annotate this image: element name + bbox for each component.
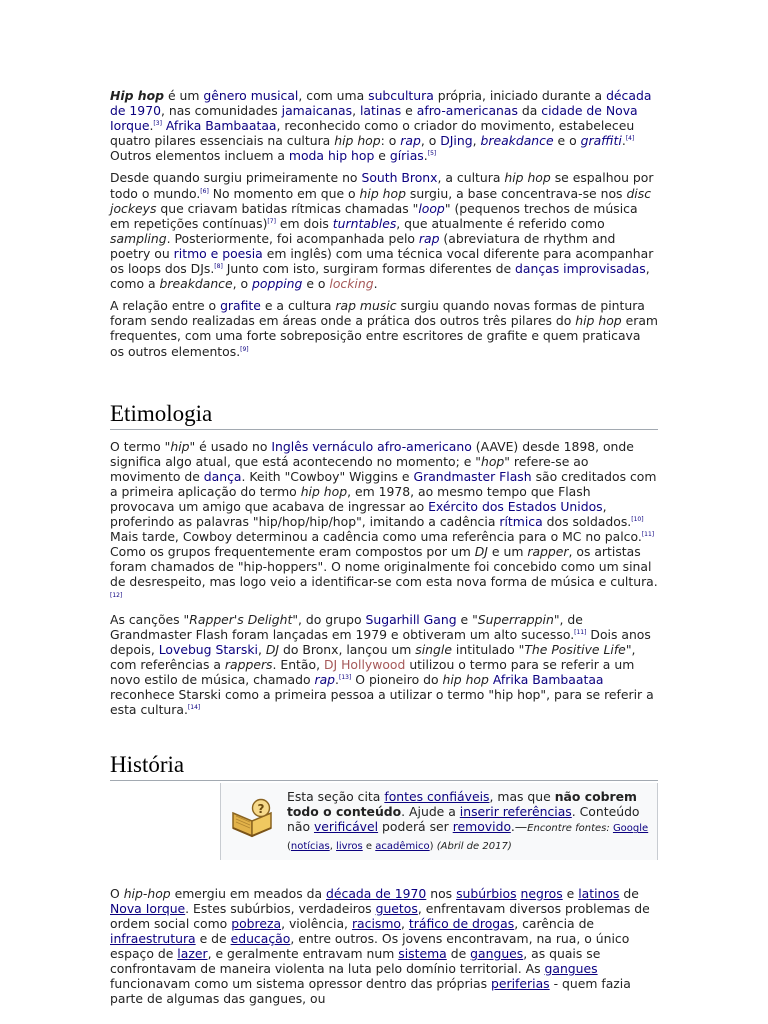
link-grandmaster-flash[interactable]: Grandmaster Flash: [413, 468, 532, 484]
link-grafite[interactable]: grafite: [220, 298, 261, 314]
link-lovebug-starski[interactable]: Lovebug Starski: [158, 641, 258, 657]
link-breakdance[interactable]: breakdance: [480, 133, 554, 149]
link-moda-hip-hop[interactable]: moda hip hop: [288, 148, 375, 164]
ref-7[interactable]: [7]: [267, 217, 276, 225]
link-afrika-bambaataa[interactable]: Afrika Bambaataa: [161, 118, 277, 134]
link-decada-1970[interactable]: década de 1970: [110, 88, 652, 119]
link-latinas[interactable]: latinas: [359, 103, 402, 119]
link-jamaicanas[interactable]: jamaicanas: [281, 103, 353, 119]
link-djing[interactable]: DJing: [440, 133, 473, 149]
link-guetos[interactable]: guetos: [375, 900, 418, 916]
link-google[interactable]: Google: [612, 823, 649, 835]
link-afro-americanas[interactable]: afro-americanas: [416, 103, 518, 119]
link-sugarhill-gang[interactable]: Sugarhill Gang: [365, 611, 457, 627]
ref-8[interactable]: [8]: [214, 262, 223, 270]
link-cidade-nova-iorque[interactable]: cidade de Nova Iorque: [110, 103, 638, 134]
link-exercito-eua[interactable]: Exército dos Estados Unidos: [428, 498, 603, 514]
link-rap[interactable]: rap: [400, 133, 421, 149]
link-verificavel[interactable]: verificável: [313, 819, 379, 835]
ref-4[interactable]: [4]: [625, 135, 635, 143]
heading-historia: História: [110, 751, 658, 781]
term-hip-hop: Hip hop: [110, 88, 165, 103]
link-latinos[interactable]: latinos: [578, 885, 620, 901]
link-graffiti[interactable]: graffiti: [580, 133, 622, 149]
sources-notice-box: [220, 783, 658, 859]
link-rap-3[interactable]: rap: [314, 672, 336, 687]
link-ritmica[interactable]: rítmica: [499, 514, 543, 530]
link-loop[interactable]: loop: [418, 200, 445, 216]
link-gangues[interactable]: gangues: [470, 946, 524, 962]
link-infraestrutura[interactable]: infraestrutura: [110, 930, 196, 946]
link-ingles-vernaculo[interactable]: Inglês vernáculo afro-americano: [271, 438, 472, 454]
ref-5[interactable]: [5]: [427, 150, 437, 158]
ref-11b[interactable]: [11]: [574, 628, 587, 636]
link-suburbios[interactable]: subúrbios: [456, 885, 517, 901]
link-noticias[interactable]: notícias: [290, 840, 330, 852]
historia-paragraph-1: O hip-hop emergiu em meados da década de 1970 nos subúrbios negros e latinos de Nova Iorque. Estes subúrbios, verdadeiros guetos, enfrentavam diversos problemas de ordem social como pobreza, violência, racismo, tráfico de drogas, carência de infraestrutura e de educação, entre outros. Os jovens encontravam, na rua, o único espaço de lazer, e geralmente entravam num sistema de gangues, as quais se confrontavam de maneira violenta na luta pelo domínio territorial. As gangues funcionavam como um sistema opressor dentro das próprias periferias - quem fazia parte de algumas das gangues, ou: [110, 885, 650, 1007]
link-livros[interactable]: livros: [336, 840, 363, 852]
link-trafico-de-drogas[interactable]: tráfico de drogas: [408, 915, 515, 931]
article-content: [110, 88, 658, 1013]
ref-3[interactable]: [3]: [153, 120, 162, 128]
link-fontes-confiaveis[interactable]: fontes confiáveis: [384, 789, 490, 805]
link-danca[interactable]: dança: [203, 468, 242, 484]
link-ritmo-e-poesia[interactable]: ritmo e poesia: [173, 245, 263, 261]
link-turntables[interactable]: turntables: [332, 215, 397, 231]
ref-6[interactable]: [6]: [200, 187, 209, 195]
link-genero-musical[interactable]: gênero musical: [203, 88, 299, 103]
link-academico[interactable]: acadêmico: [375, 840, 430, 852]
ref-10[interactable]: [10]: [631, 515, 644, 523]
link-dancas-improvisadas[interactable]: danças improvisadas: [515, 261, 646, 277]
link-decada-1970-2[interactable]: década de 1970: [326, 885, 427, 901]
link-girias[interactable]: gírias: [389, 148, 424, 164]
link-inserir-referencias[interactable]: inserir referências: [459, 804, 572, 820]
link-pobreza[interactable]: pobreza: [231, 915, 282, 931]
ref-14[interactable]: [14]: [187, 704, 201, 712]
svg-text:?: ?: [257, 802, 265, 817]
link-lazer[interactable]: lazer: [177, 946, 208, 962]
link-dj-hollywood[interactable]: DJ Hollywood: [323, 656, 406, 672]
link-nova-iorque[interactable]: Nova Iorque: [110, 900, 186, 916]
link-periferias[interactable]: periferias: [491, 976, 550, 992]
book-question-icon: [221, 783, 287, 853]
etimologia-paragraph-1: O termo "hip" é usado no Inglês vernáculo afro-americano (AAVE) desde 1898, onde significa algo atual, que está acontecendo no momento; e "hop" refere-se ao movimento de dança. Keith "Cowboy" Wiggins e Grandmaster Flash são creditados com a primeira aplicação do termo hip hop, em 1978, ao mesmo tempo que Flash provocava um amigo que acabava de ingressar ao Exército dos Estados Unidos, proferindo as palavras "hip/hop/hip/hop", imitando a cadência rítmica dos soldados.[10] Mais tarde, Cowboy determinou a cadência como uma referência para o MC no palco.[11] Como os grupos frequentemente eram compostos por um DJ e um rapper, os artistas foram chamados de "hip-hoppers". O nome originalmente foi concebido como um sinal de desrespeito, mas logo veio a identificar-se com esta nova forma de música e cultura.[12]: [110, 438, 658, 599]
link-afrika-bambaataa-2[interactable]: Afrika Bambaataa: [492, 672, 604, 687]
ref-11[interactable]: [11]: [641, 531, 655, 539]
sources-notice-text: Esta seção cita fontes confiáveis, mas que não cobrem todo o conteúdo. Ajude a inserir referências. Conteúdo não verificável poderá ser removido.—Encontre fontes: Google (notícias, livros e acadêmico) (Abril de 2017): [287, 789, 649, 852]
etimologia-paragraph-2: As canções "Rapper's Delight", do grupo Sugarhill Gang e "Superrappin", de Grandmaster Flash foram lançadas em 1979 e obtiveram um alto sucesso.[11] Dois anos depois, Lovebug Starski, DJ do Bronx, lançou um single intitulado "The Positive Life", com referências a rappers. Então, DJ Hollywood utilizou o termo para se referir a um novo estilo de música, chamado rap.[13] O pioneiro do hip hop Afrika Bambaataa reconhece Starski como a primeira pessoa a utilizar o termo "hip hop", para se referir a esta cultura.[14]: [110, 611, 654, 718]
ref-13[interactable]: [13]: [338, 673, 352, 681]
link-sistema[interactable]: sistema: [398, 946, 447, 962]
link-south-bronx[interactable]: South Bronx: [361, 170, 438, 186]
link-rap-2[interactable]: rap: [418, 230, 440, 246]
ref-12[interactable]: [12]: [110, 591, 123, 599]
link-negros[interactable]: negros: [520, 885, 563, 901]
link-gangues-2[interactable]: gangues: [544, 961, 598, 977]
ref-9[interactable]: [9]: [240, 345, 249, 353]
link-locking[interactable]: locking: [329, 276, 374, 292]
heading-etimologia: Etimologia: [110, 400, 658, 430]
link-racismo[interactable]: racismo: [351, 915, 402, 931]
intro-paragraph-1: Hip hop é um gênero musical, com uma subcultura própria, iniciado durante a década de 1970, nas comunidades jamaicanas, latinas e afro-americanas da cidade de Nova Iorque.[3] Afrika Bambaataa, reconhecido como o criador do movimento, estabeleceu quatro pilares essenciais na cultura hip hop: o rap, o DJing, breakdance e o graffiti.[4] Outros elementos incluem a moda hip hop e gírias.[5]: [110, 88, 652, 164]
link-educacao[interactable]: educação: [230, 930, 291, 946]
link-removido[interactable]: removido: [452, 819, 511, 835]
link-subcultura[interactable]: subcultura: [368, 88, 434, 103]
link-popping[interactable]: popping: [252, 276, 303, 292]
intro-paragraph-3: A relação entre o grafite e a cultura rap music surgiu quando novas formas de pintura foram sendo realizadas em áreas onde a prática dos outros três pilares do hip hop eram frequentes, com uma forte sobreposição entre escritores de grafite e quem praticava os outros elementos.[9]: [110, 298, 658, 359]
intro-paragraph-2: Desde quando surgiu primeiramente no South Bronx, a cultura hip hop se espalhou por todo o mundo.[6] No momento em que o hip hop surgiu, a base concentrava-se nos disc jockeys que criavam batidas rítmicas chamadas "loop" (pequenos trechos de música em repetições contínuas)[7] em dois turntables, que atualmente é referido como sampling. Posteriormente, foi acompanhada pelo rap (abreviatura de rhythm and poetry ou ritmo e poesia em inglês) com uma técnica vocal diferente para acompanhar os loops dos DJs.[8] Junto com isto, surgiram formas diferentes de danças improvisadas, como a breakdance, o popping e o locking.: [110, 170, 654, 292]
